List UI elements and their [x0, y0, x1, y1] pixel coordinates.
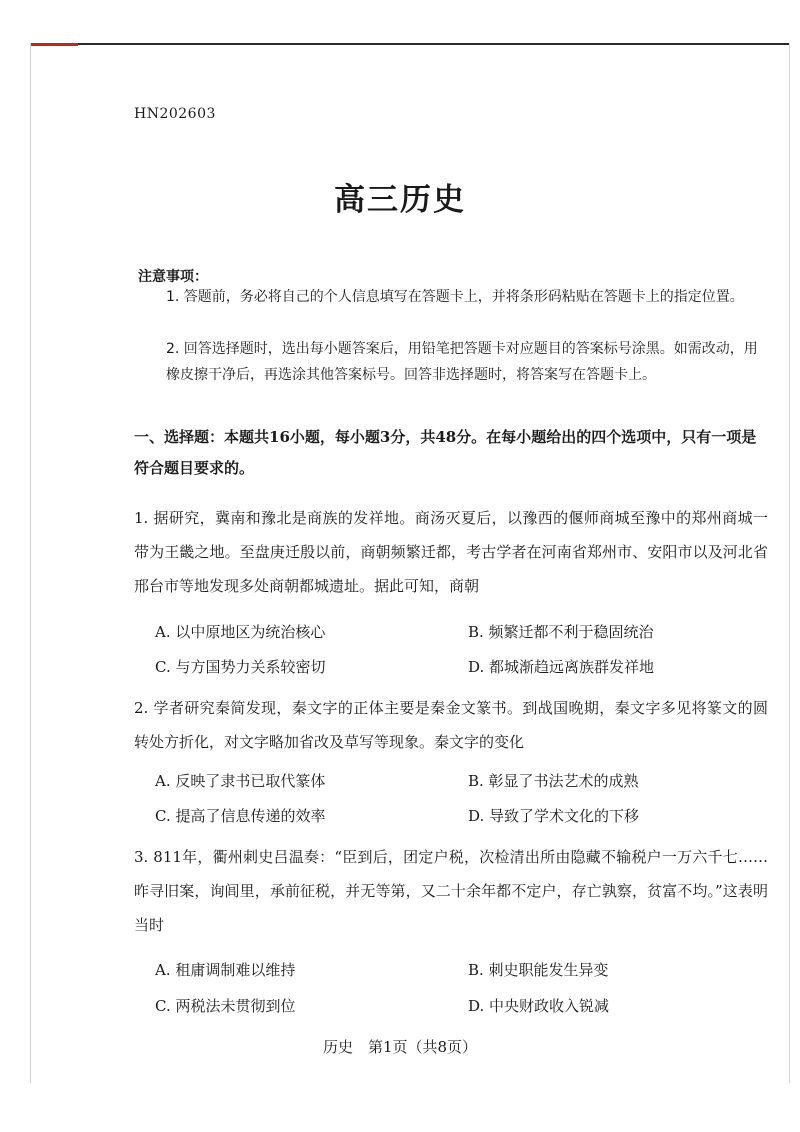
question-2-option-a[interactable]: A. 反映了隶书已取代篆体 — [155, 772, 326, 790]
scan-border-top — [30, 43, 790, 45]
page-title: 高三历史 — [334, 182, 466, 218]
question-2-option-d[interactable]: D. 导致了学术文化的下移 — [468, 807, 640, 825]
question-1-option-a[interactable]: A. 以中原地区为统治核心 — [155, 623, 326, 641]
question-3-option-b[interactable]: B. 刺史职能发生异变 — [468, 961, 609, 979]
question-2-stem: 2. 学者研究秦简发现，秦文字的正体主要是秦金文篆书。到战国晚期，秦文字多见将篆文的圆转处方折化，对文字略加省改及草写等现象。秦文字的变化 — [134, 699, 768, 751]
section-heading: 一、选择题：本题共16小题，每小题3分，共48分。在每小题给出的四个选项中，只有一项是符合题目要求的。 — [134, 428, 757, 477]
page-footer: 历史 第1页（共8页） — [322, 1038, 478, 1056]
exam-code: HN202603 — [134, 106, 216, 122]
question-1-option-d[interactable]: D. 都城渐趋远离族群发祥地 — [468, 658, 655, 676]
question-2-option-c[interactable]: C. 提高了信息传递的效率 — [155, 807, 326, 825]
question-3-option-c[interactable]: C. 两税法未贯彻到位 — [155, 997, 296, 1015]
question-1-option-c[interactable]: C. 与方国势力关系较密切 — [155, 658, 326, 676]
notice-item-2: 2. 回答选择题时，选出每小题答案后，用铅笔把答题卡对应题目的答案标号涂黑。如需改动，用橡皮擦干净后，再选涂其他答案标号。回答非选择题时，将答案写在答题卡上。 — [166, 341, 758, 383]
question-3-stem: 3. 811年，衢州刺史吕温奏：“臣到后，团定户税，次检清出所由隐藏不输税户一万六千七……昨寻旧案，询闾里，承前征税，并无等第，又二十余年都不定户，存亡孰察，贫富不均。”这表明当时 — [134, 848, 768, 934]
question-2-option-b[interactable]: B. 彰显了书法艺术的成熟 — [468, 772, 639, 790]
question-3-option-d[interactable]: D. 中央财政收入锐减 — [468, 997, 610, 1015]
notice-item-1: 1. 答题前，务必将自己的个人信息填写在答题卡上，并将条形码粘贴在答题卡上的指定位置。 — [166, 289, 744, 305]
question-1-stem: 1. 据研究，冀南和豫北是商族的发祥地。商汤灭夏后，以豫西的偃师商城至豫中的郑州商城一带为王畿之地。至盘庚迁殷以前，商朝频繁迁都，考古学者在河南省郑州市、安阳市以及河北省邢台市等地发现多处商朝都城遗址。据此可知，商朝 — [134, 509, 768, 595]
question-1-option-b[interactable]: B. 频繁迁都不利于稳固统治 — [468, 623, 654, 641]
notice-heading: 注意事项： — [138, 269, 208, 285]
question-3-option-a[interactable]: A. 租庸调制难以维持 — [155, 961, 296, 979]
scan-mark — [30, 43, 78, 46]
